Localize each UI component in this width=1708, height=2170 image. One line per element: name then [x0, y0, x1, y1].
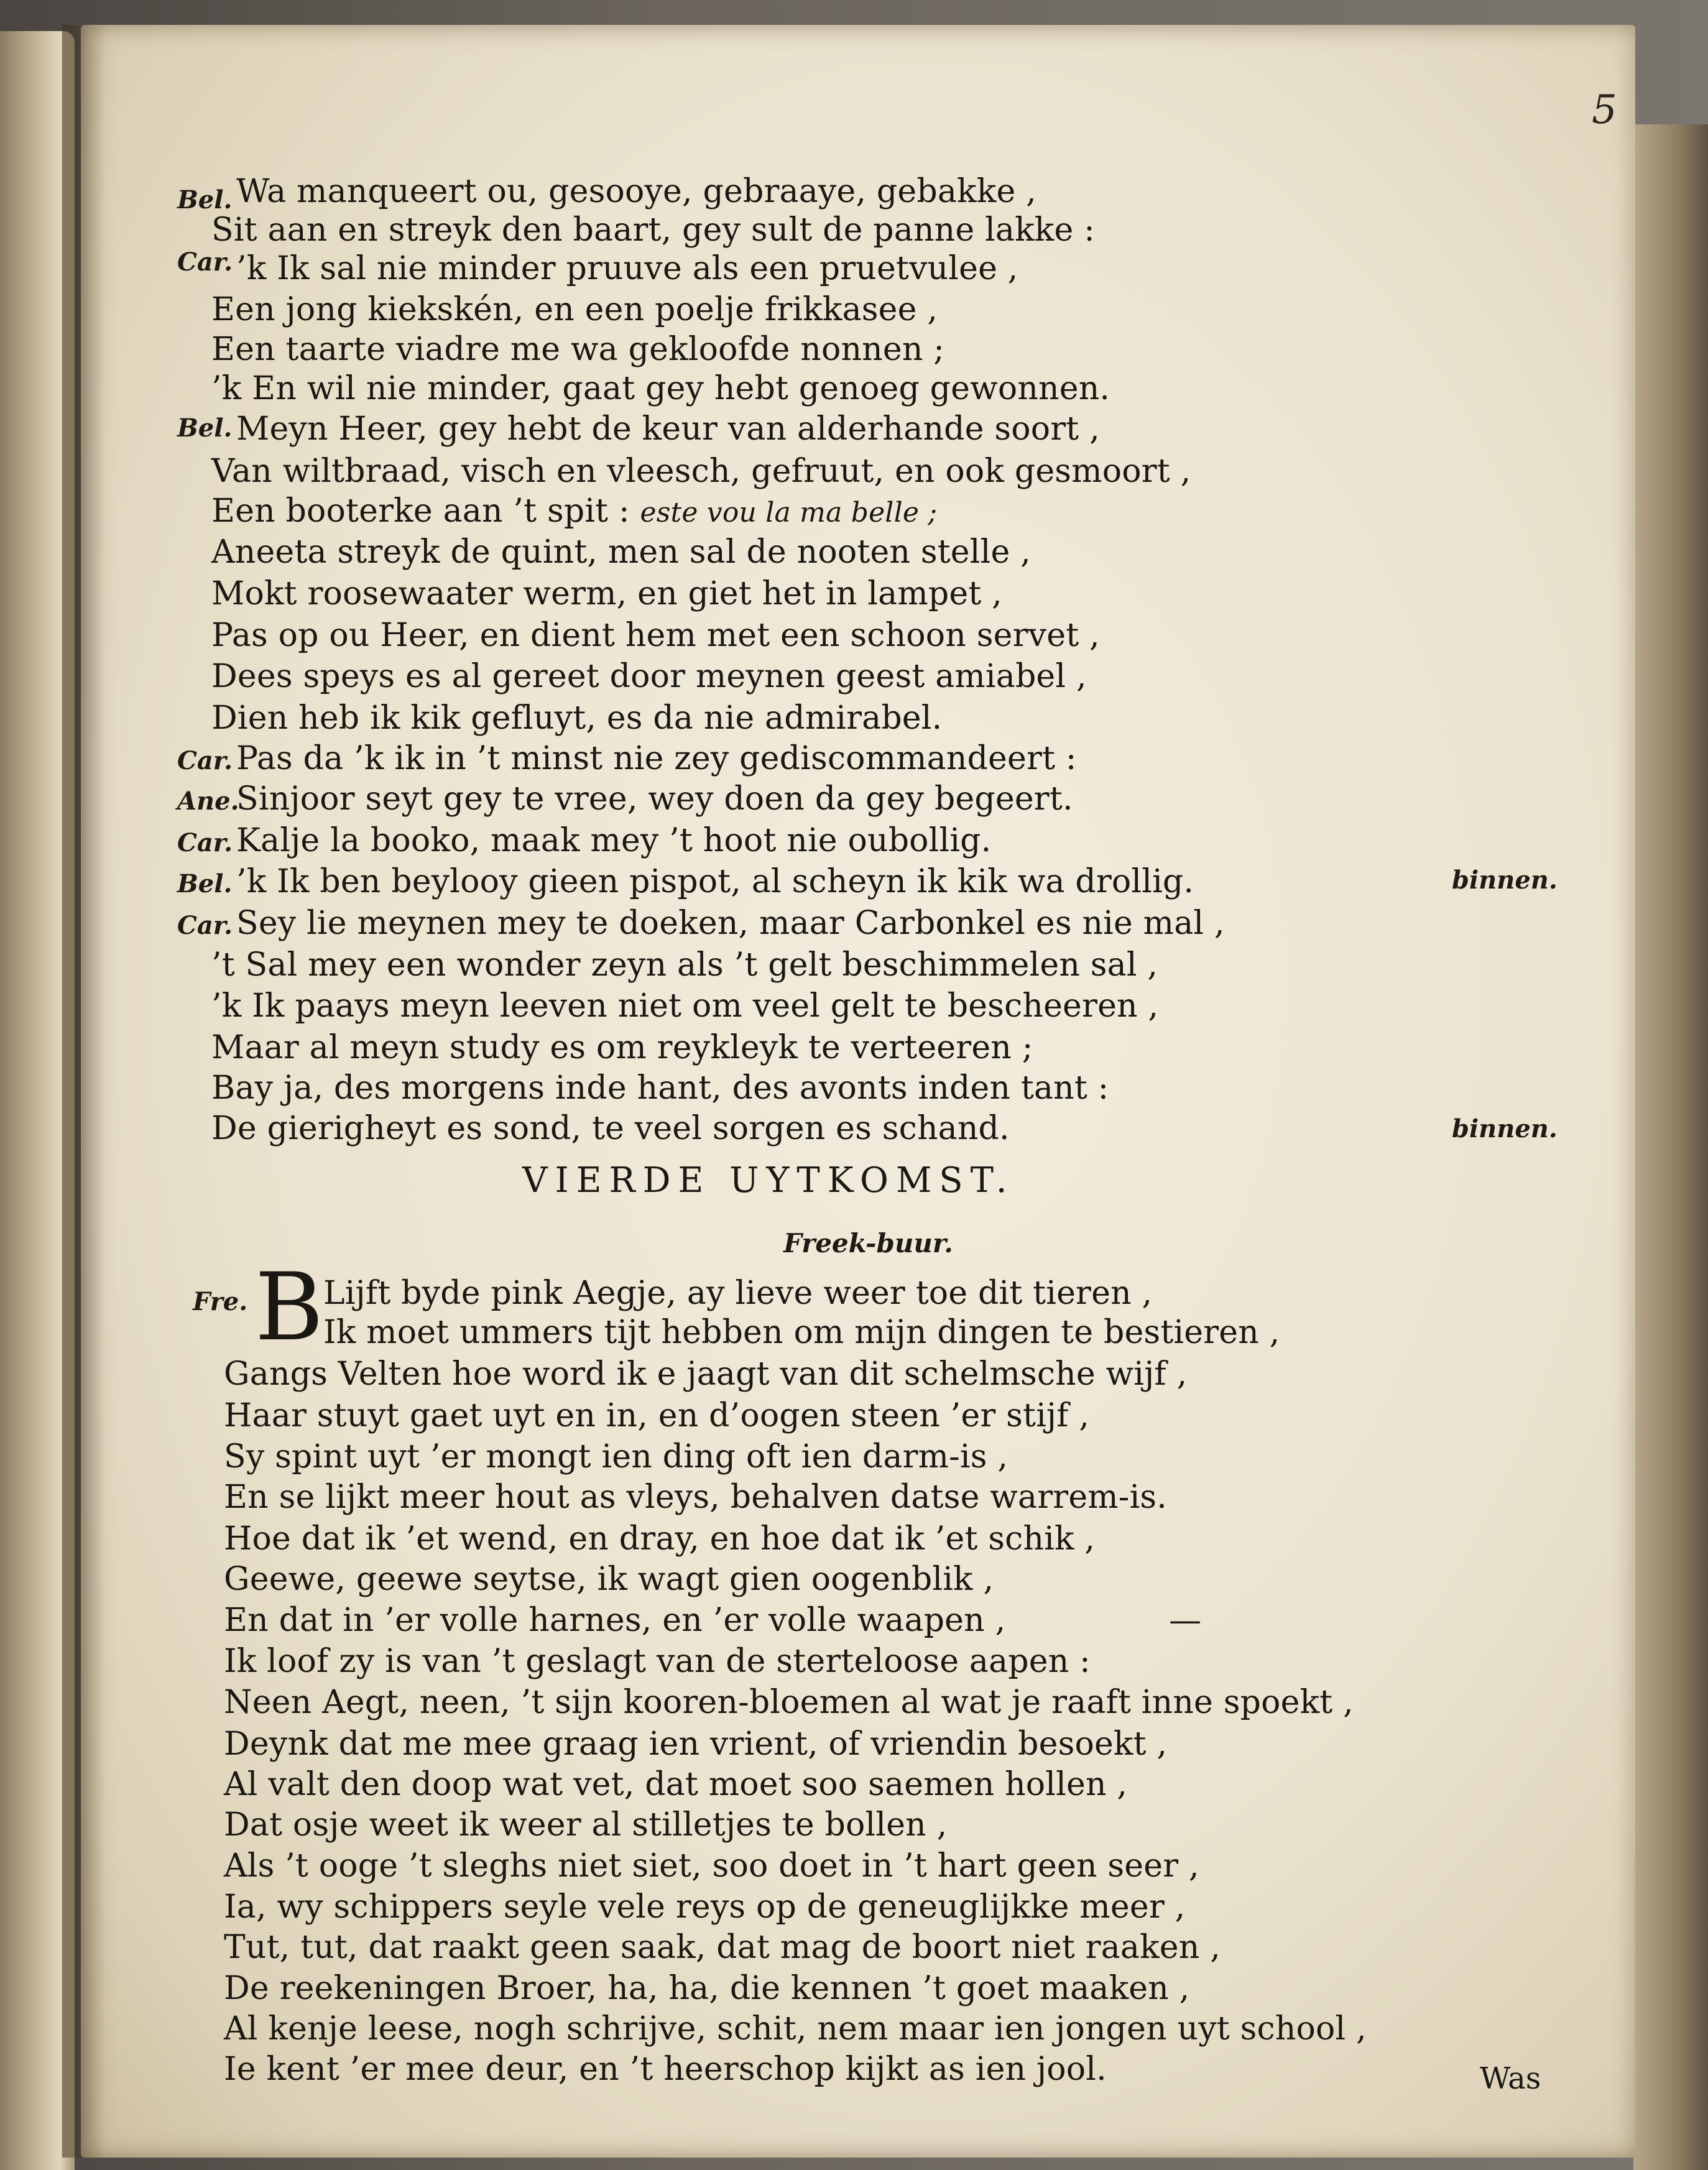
speaker-label: Bel. — [177, 869, 233, 898]
verse-line: Ik moet ummers tijt hebben om mijn dingen te bestieren , — [323, 1314, 1280, 1351]
verse-line: Hoe dat ik ’et wend, en dray, en hoe dat ik ’et schik , — [224, 1520, 1096, 1558]
verse-line: ’k Ik ben beylooy gieen pispot, al scheyn ik kik wa drollig. — [236, 863, 1194, 900]
drop-cap: B — [255, 1254, 324, 1362]
speaker-label: Car. — [177, 746, 233, 775]
verse-line: Pas op ou Heer, en dient hem met een schoon servet , — [211, 617, 1100, 654]
verse-line: Maar al meyn study es om reykleyk te verteeren ; — [211, 1029, 1033, 1066]
verse-line: Bay ja, des morgens inde hant, des avonts inden tant : — [211, 1069, 1109, 1107]
verse-line: Haar stuyt gaet uyt en in, en d’oogen steen ’er stijf , — [224, 1397, 1090, 1434]
verse-line: Sy spint uyt ’er mongt ien ding oft ien darm-is , — [224, 1438, 1009, 1475]
speaker-label: Ane. — [177, 787, 239, 816]
book-fore-edge — [1633, 124, 1708, 2170]
speaker-label: Car. — [177, 247, 233, 277]
verse-line: Een taarte viadre me wa gekloofde nonnen ; — [211, 331, 944, 368]
verse-line — [211, 492, 937, 530]
verse-line: Geewe, geewe seytse, ik wagt gien oogenblik , — [224, 1561, 994, 1598]
stage-direction: binnen. — [1452, 1114, 1558, 1143]
speaker-label: Bel. — [177, 185, 233, 215]
verse-line: Gangs Velten hoe word ik e jaagt van dit schelmsche wijf , — [224, 1355, 1188, 1393]
verse-line: Als ’t ooge ’t sleghs niet siet, soo doet in ’t hart geen seer , — [224, 1847, 1199, 1885]
speaker-label: Car. — [177, 828, 233, 857]
verse-line: En se lijkt meer hout as vleys, behalven datse warrem-is. — [224, 1479, 1168, 1516]
dash-mark: — — [1169, 1602, 1201, 1639]
verse-line: ’k Ik paays meyn leeven niet om veel gelt te bescheeren , — [211, 987, 1159, 1025]
verse-line: Van wiltbraad, visch en vleesch, gefruut, en ook gesmoort , — [211, 453, 1191, 490]
verse-line: De gierigheyt es sond, te veel sorgen es schand. — [211, 1110, 1010, 1147]
verse-line: En dat in ’er volle harnes, en ’er volle waapen , — [224, 1602, 1006, 1639]
catchword: Was — [1480, 2061, 1541, 2096]
verse-line: ’k Ik sal nie minder pruuve als een pruetvulee , — [236, 250, 1018, 287]
verse-line: Ia, wy schippers seyle vele reys op de geneuglijkke meer , — [224, 1888, 1186, 1926]
binding-shadow — [62, 25, 106, 2158]
verse-line: Sit aan en streyk den baart, gey sult de panne lakke : — [211, 211, 1095, 249]
verse-line: Dat osje weet ik weer al stilletjes te bollen , — [224, 1806, 948, 1844]
verse-line: Deynk dat me mee graag ien vrient, of vriendin besoekt , — [224, 1725, 1168, 1763]
verse-line: Dees speys es al gereet door meynen geest amiabel , — [211, 658, 1087, 695]
verse-line: Neen Aegt, neen, ’t sijn kooren-bloemen al wat je raaft inne spoekt , — [224, 1684, 1354, 1721]
verse-line: Aneeta streyk de quint, men sal de nooten stelle , — [211, 533, 1031, 571]
verse-line: Sey lie meynen mey te doeken, maar Carbonkel es nie mal , — [236, 905, 1225, 942]
verse-line: Al valt den doop wat vet, dat moet soo saemen hollen , — [224, 1766, 1128, 1803]
verse-line: Wa manqueert ou, gesooye, gebraaye, gebakke , — [236, 173, 1036, 210]
page-number: 5 — [1592, 87, 1617, 133]
speaker-label: Car. — [177, 911, 233, 940]
stage-direction: binnen. — [1452, 866, 1558, 895]
verse-line: Kalje la booko, maak mey ’t hoot nie oubollig. — [236, 822, 992, 859]
verse-line: ’k En wil nie minder, gaat gey hebt genoeg gewonnen. — [211, 370, 1110, 407]
speaker-label: Fre. — [193, 1287, 248, 1316]
verse-line: Mokt roosewaater werm, en giet het in lampet , — [211, 575, 1002, 612]
verse-line: Tut, tut, dat raakt geen saak, dat mag de boort niet raaken , — [224, 1929, 1221, 1966]
book-page — [81, 25, 1635, 2158]
verse-line: Lijft byde pink Aegje, ay lieve weer toe dit tieren , — [323, 1275, 1153, 1312]
verse-line: Dien heb ik kik gefluyt, es da nie admirabel. — [211, 699, 943, 737]
verse-line: Meyn Heer, gey hebt de keur van alderhande soort , — [236, 410, 1100, 448]
verse-line: De reekeningen Broer, ha, ha, die kennen ’t goet maaken , — [224, 1970, 1190, 2007]
verse-line: Ie kent ’er mee deur, en ’t heerschop kijkt as ien jool. — [224, 2051, 1107, 2088]
verse-line: Pas da ’k ik in ’t minst nie zey gediscommandeert : — [236, 740, 1077, 777]
verse-line: Ik loof zy is van ’t geslagt van de sterteloose aapen : — [224, 1643, 1091, 1680]
verse-line: Een jong kiekskén, en een poelje frikkasee , — [211, 291, 938, 328]
verse-line: ’t Sal mey een wonder zeyn als ’t gelt beschimmelen sal , — [211, 946, 1158, 984]
verse-line: Sinjoor seyt gey te vree, wey doen da gey begeert. — [236, 780, 1073, 818]
speaker-label: Bel. — [177, 413, 233, 443]
character-heading: Freek-buur. — [783, 1228, 953, 1258]
italic-phrase: este vou la ma belle ; — [640, 497, 938, 529]
verse-line: Al kenje leese, nogh schrijve, schit, nem maar ien jongen uyt school , — [224, 2010, 1367, 2048]
scene-heading: VIERDE UYTKOMST. — [522, 1160, 1015, 1201]
verse-text: Een booterke aan ’t spit : — [211, 492, 630, 530]
